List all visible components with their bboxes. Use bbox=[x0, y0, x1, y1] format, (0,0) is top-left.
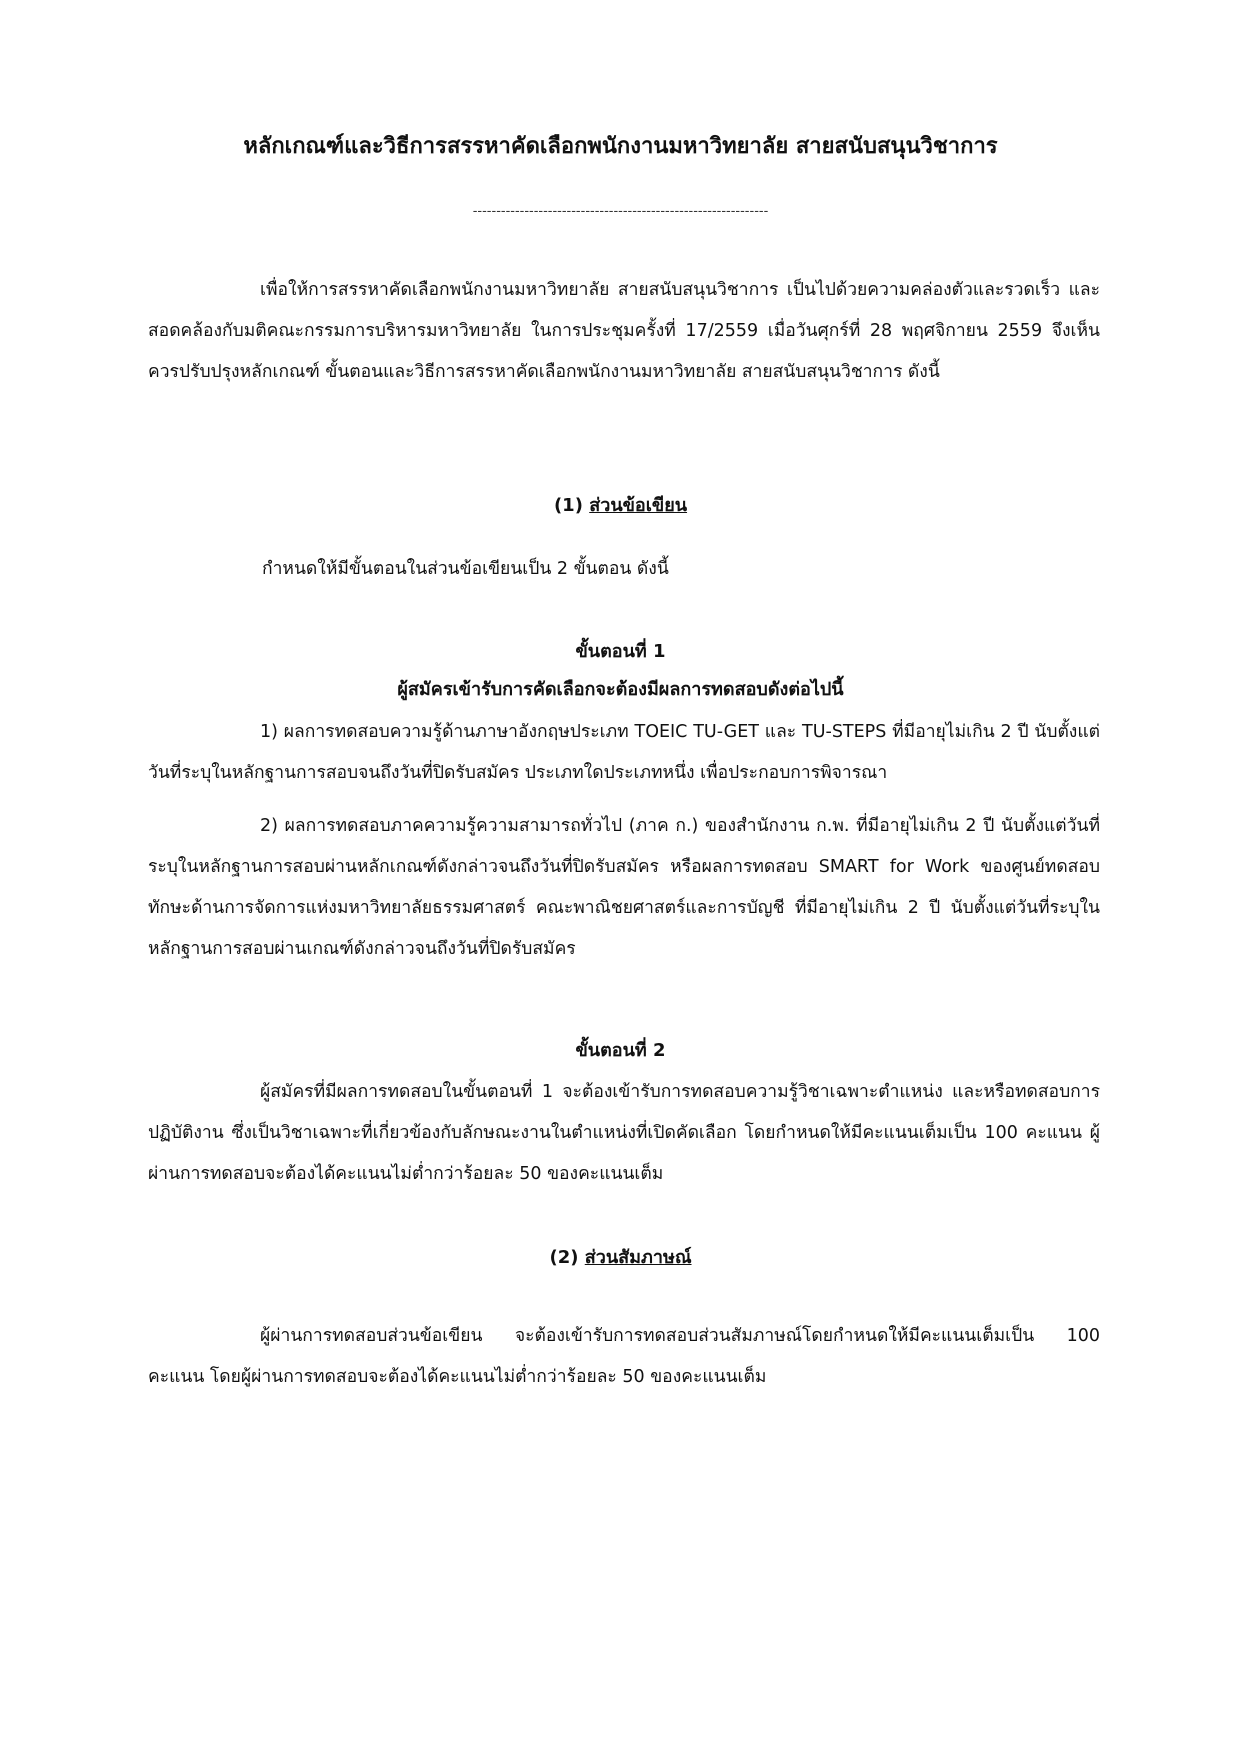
step1-subheading: ผู้สมัครเข้ารับการคัดเลือกจะต้องมีผลการทดสอบดังต่อไปนี้ bbox=[397, 679, 844, 700]
step1-heading: ขั้นตอนที่ 1 bbox=[575, 641, 666, 662]
section2-text: ผู้ผ่านการทดสอบส่วนข้อเขียน จะต้องเข้ารับการทดสอบส่วนสัมภาษณ์โดยกำหนดให้มีคะแนนเต็มเป็น 100 คะแนน โดยผู้ผ่านการทดสอบจะต้องได้คะแนนไม่ต่ำกว่าร้อยละ 50 ของคะแนนเต็ม bbox=[148, 1326, 1100, 1387]
section2-heading bbox=[0, 1242, 1241, 1271]
document-title: หลักเกณฑ์และวิธีการสรรหาคัดเลือกพนักงานมหาวิทยาลัย สายสนับสนุนวิชาการ bbox=[243, 134, 998, 159]
step2-text: ผู้สมัครที่มีผลการทดสอบในขั้นตอนที่ 1 จะต้องเข้ารับการทดสอบความรู้วิชาเฉพาะตำแหน่ง และหรือทดสอบการปฏิบัติงาน ซึ่งเป็นวิชาเฉพาะที่เกี่ยวข้องกับลักษณะงานในตำแหน่งที่เปิดคัดเลือก โดยกำหนดให้มีคะแนนเต็มเป็น 100 คะแนน ผู้ผ่านการทดสอบจะต้องได้คะแนนไม่ต่ำกว่าร้อยละ 50 ของคะแนนเต็ม bbox=[148, 1082, 1100, 1184]
step2-heading: ขั้นตอนที่ 2 bbox=[575, 1040, 666, 1061]
section1-label: ส่วนข้อเขียน bbox=[589, 495, 688, 516]
section1-heading bbox=[0, 490, 1241, 519]
divider-line: --------------------------------------------------------------- bbox=[472, 204, 769, 219]
section2-label: ส่วนสัมภาษณ์ bbox=[584, 1247, 692, 1268]
section1-number: (1) bbox=[553, 495, 583, 516]
section2-number: (2) bbox=[549, 1247, 579, 1268]
step1-item1: 1) ผลการทดสอบความรู้ด้านภาษาอังกฤษประเภท TOEIC TU-GET และ TU-STEPS ที่มีอายุไม่เกิน 2 ปี นับตั้งแต่วันที่ระบุในหลักฐานการสอบจนถึงวันที่ปิดรับสมัคร ประเภทใดประเภทหนึ่ง เพื่อประกอบการพิจารณา bbox=[148, 722, 1100, 783]
section1-intro: กำหนดให้มีขั้นตอนในส่วนข้อเขียนเป็น 2 ขั้นตอน ดังนี้ bbox=[262, 559, 669, 579]
step1-item2: 2) ผลการทดสอบภาคความรู้ความสามารถทั่วไป (ภาค ก.) ของสำนักงาน ก.พ. ที่มีอายุไม่เกิน 2 ปี นับตั้งแต่วันที่ระบุในหลักฐานการสอบผ่านหลักเกณฑ์ดังกล่าวจนถึงวันที่ปิดรับสมัคร หรือผลการทดสอบ SMART for Work ของศูนย์ทดสอบทักษะด้านการจัดการแห่งมหาวิทยาลัยธรรมศาสตร์ คณะพาณิชยศาสตร์และการบัญชี ที่มีอายุไม่เกิน 2 ปี นับตั้งแต่วันที่ระบุในหลักฐานการสอบผ่านเกณฑ์ดังกล่าวจนถึงวันที่ปิดรับสมัคร bbox=[148, 816, 1100, 959]
intro-paragraph: เพื่อให้การสรรหาคัดเลือกพนักงานมหาวิทยาลัย สายสนับสนุนวิชาการ เป็นไปด้วยความคล่องตัวและรวดเร็ว และสอดคล้องกับมติคณะกรรมการบริหารมหาวิทยาลัย ในการประชุมครั้งที่ 17/2559 เมื่อวันศุกร์ที่ 28 พฤศจิกายน 2559 จึงเห็นควรปรับปรุงหลักเกณฑ์ ขั้นตอนและวิธีการสรรหาคัดเลือกพนักงานมหาวิทยาลัย สายสนับสนุนวิชาการ ดังนี้ bbox=[148, 280, 1100, 382]
